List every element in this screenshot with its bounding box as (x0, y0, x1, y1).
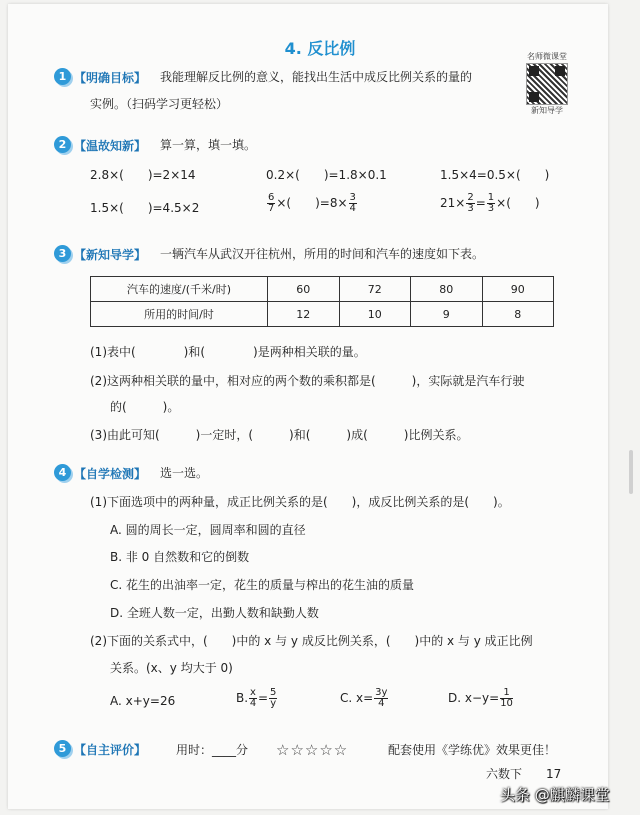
choice-a: A. x+y=26 (110, 694, 176, 708)
table-header: 汽车的速度/(千米/时) (91, 277, 268, 302)
section-tag: 【自主评价】 (74, 743, 147, 757)
option-d: D. 全班人数一定，出勤人数和缺勤人数 (110, 606, 319, 620)
question-2-line-1: (2)下面的关系式中，( )中的 x 与 y 成反比例关系，( )中的 x 与 y 成正比例 (90, 634, 533, 648)
goal-line-1: 我能理解反比例的意义，能找出生活中成反比例关系的量的 (160, 70, 473, 84)
table-cell: 8 (482, 302, 554, 327)
fraction: $\frac{6}{7}$ (268, 192, 275, 214)
fraction: $\frac{3y}{4}$ (375, 687, 388, 709)
workbook-page (8, 4, 608, 809)
choice-b: B. $\frac{x}{4}$ = $\frac{5}{y}$ (236, 687, 277, 709)
section-number-badge: 2 (54, 136, 71, 153)
choice-c: C. x= $\frac{3y}{4}$ (340, 687, 388, 709)
rating-stars[interactable]: ☆☆☆☆☆ (276, 741, 349, 759)
question-1: (1)表中( )和( )是两种相关联的量。 (90, 345, 366, 359)
table-cell: 9 (411, 302, 483, 327)
page-number: 17 (546, 767, 562, 781)
section-tag: 【温故知新】 (74, 139, 147, 153)
section-number-badge: 1 (54, 68, 71, 85)
table-cell: 72 (339, 277, 411, 302)
qr-code-icon[interactable] (526, 63, 568, 105)
table-cell: 10 (339, 302, 411, 327)
promo-text: 配套使用《学练优》效果更佳！ (388, 743, 557, 757)
table-cell: 60 (268, 277, 340, 302)
question-2-line-2: 的( )。 (110, 400, 180, 414)
option-b: B. 非 0 自然数和它的倒数 (110, 550, 250, 564)
fraction: $\frac{1}{10}$ (500, 687, 513, 709)
goal-line-2: 实例。（扫码学习更轻松） (90, 97, 229, 111)
option-a: A. 圆的周长一定，圆周率和圆的直径 (110, 523, 306, 537)
qr-caption-top: 名师微课堂 (527, 52, 567, 61)
question-3: (3)由此可知( )一定时，( )和( )成( )比例关系。 (90, 428, 469, 442)
fraction: $\frac{3}{4}$ (349, 192, 356, 214)
book-label: 六数下 (486, 767, 523, 781)
table-row (91, 277, 554, 302)
table-cell: 80 (411, 277, 483, 302)
section-tag: 【明确目标】 (74, 71, 147, 85)
choice-d: D. x−y= $\frac{1}{10}$ (448, 687, 513, 709)
section-intro: 选一选。 (160, 466, 209, 480)
table-row (91, 302, 554, 327)
table-cell: 12 (268, 302, 340, 327)
question-1: (1)下面选项中的两种量，成正比例关系的是( )，成反比例关系的是( )。 (90, 495, 510, 509)
speed-time-table (90, 276, 554, 327)
scroll-indicator[interactable] (629, 450, 633, 494)
fraction: $\frac{5}{y}$ (270, 687, 277, 709)
qr-block (520, 52, 574, 116)
option-c: C. 花生的出油率一定，花生的质量与榨出的花生油的质量 (110, 578, 415, 592)
table-cell: 90 (482, 277, 554, 302)
section-tag: 【自学检测】 (74, 467, 147, 481)
equation: 0.2×( )=1.8×0.1 (266, 168, 387, 182)
section-number-badge: 4 (54, 464, 71, 481)
qr-caption-bottom: 新知导学 (531, 106, 563, 115)
fraction: $\frac{x}{4}$ (249, 687, 257, 709)
watermark: 头条 @麒麟课堂 (500, 786, 610, 804)
equation-fraction: 21× $\frac{2}{3}$ = $\frac{1}{3}$ ×( ) (440, 192, 540, 214)
time-label: 用时：____分 (176, 743, 249, 757)
fraction: $\frac{2}{3}$ (467, 192, 474, 214)
section-number-badge: 3 (54, 245, 71, 262)
section-intro: 一辆汽车从武汉开往杭州，所用的时间和汽车的速度如下表。 (160, 247, 485, 261)
section-number-badge: 5 (54, 740, 71, 757)
fraction: $\frac{1}{3}$ (487, 192, 495, 214)
table-header: 所用的时间/时 (91, 302, 268, 327)
section-tag: 【新知导学】 (74, 248, 147, 262)
equation: 1.5×( )=4.5×2 (90, 201, 200, 215)
section-intro: 算一算，填一填。 (160, 138, 257, 152)
equation: 1.5×4=0.5×( ) (440, 168, 550, 182)
question-2-line-2: 关系。(x、y 均大于 0) (110, 661, 233, 675)
page-title: 4. 反比例 (284, 39, 356, 58)
equation-fraction: $\frac{6}{7}$ ×( )=8× $\frac{3}{4}$ (268, 192, 356, 214)
equation: 2.8×( )=2×14 (90, 168, 196, 182)
question-2-line-1: (2)这两种相关联的量中，相对应的两个数的乘积都是( )，实际就是汽车行驶 (90, 374, 525, 388)
